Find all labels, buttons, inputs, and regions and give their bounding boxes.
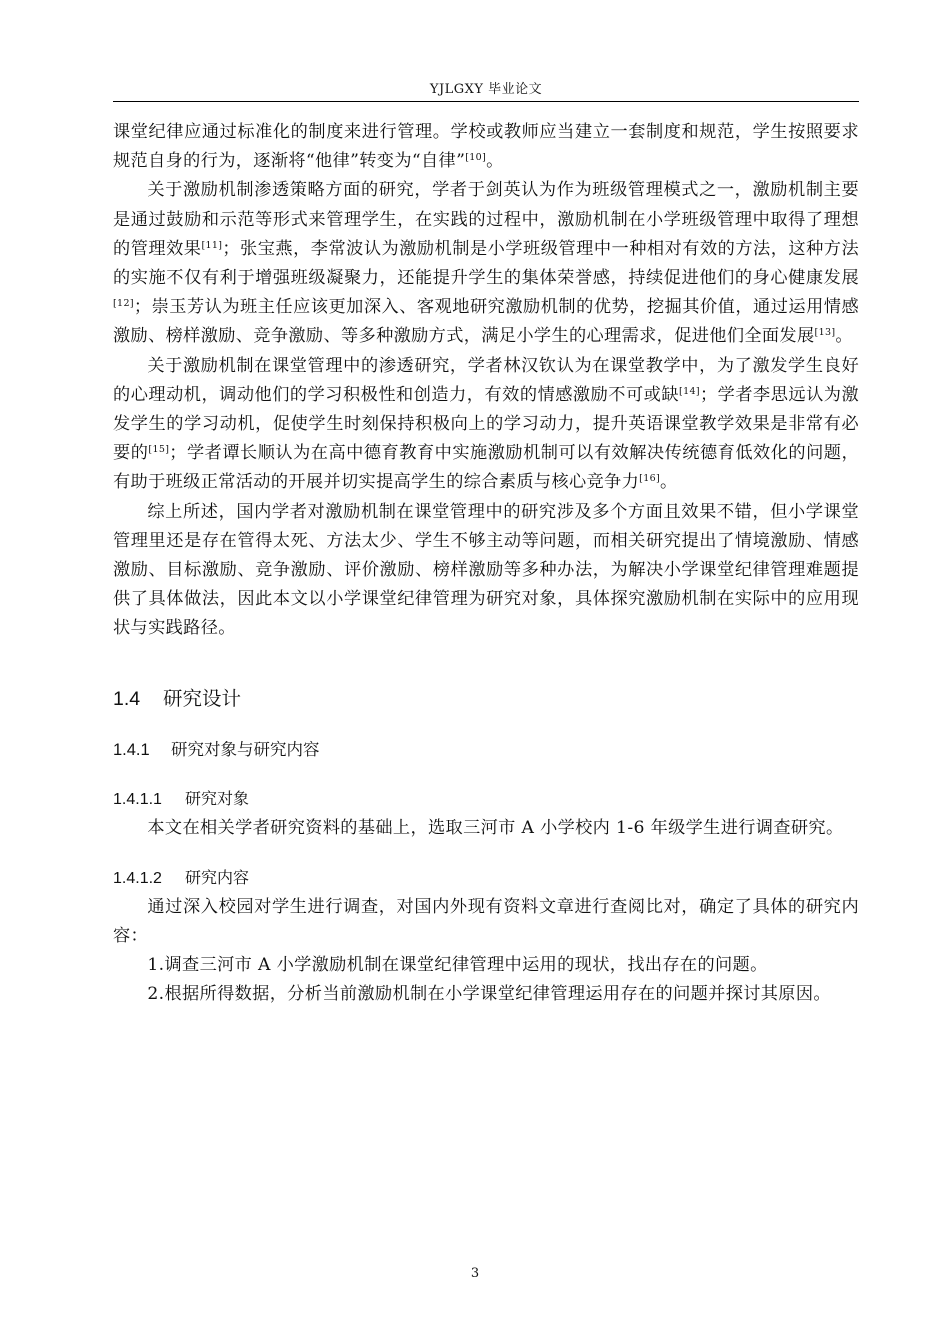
section-number: 1.4.1.1 (113, 790, 162, 808)
citation-ref: [15] (148, 444, 170, 456)
paragraph-discipline-norms (113, 118, 859, 176)
paragraph-text: ；学者李思远认为激发学生的学习动机，促使学生时刻保持积极向上的学习动力，提升英语课堂教学效果是非常有必要的 (113, 384, 860, 464)
paragraph-text: 关于激励机制渗透策略方面的研究，学者于剑英认为作为班级管理模式之一，激励机制主要是通过鼓励和示范等形式来管理学生，在实践的过程中，激励机制在小学班级管理中取得了理想的管理效果 (113, 180, 859, 259)
paragraph-classroom-management (113, 352, 859, 498)
section-title: 研究内容 (185, 869, 250, 887)
page-number: 3 (470, 1266, 480, 1281)
paragraph-research-subject: 本文在相关学者研究资料的基础上，选取三河市 A 小学校内 1-6 年级学生进行调查研究。 (147, 817, 844, 838)
section-title: 研究设计 (163, 687, 242, 710)
paragraph-text: ；学者谭长顺认为在高中德育教育中实施激励机制可以有效解决传统德育低效化的问题，有助于班级正常活动的开展并切实提高学生的综合素质与核心竞争力 (113, 443, 860, 493)
paragraph-summary: 综上所述，国内学者对激励机制在课堂管理中的研究涉及多个方面且效果不错，但小学课堂管理里还是存在管得太死、方法太少、学生不够主动等问题，而相关研究提出了情境激励、情感激励、目标激励、竞争激励、评价激励、榜样激励等多种办法，为解决小学课堂纪律管理难题提供了具体做法，因此本文以小学课堂纪律管理为研究对象，具体探究激励机制在实际中的应用现状与实践路径。 (113, 501, 859, 639)
section-heading-1-4-1-1 (113, 786, 859, 814)
citation-ref: [14] (679, 385, 700, 397)
citation-ref: [13] (814, 327, 836, 339)
page-body (113, 118, 859, 1010)
paragraph-incentive-strategy (113, 176, 859, 351)
citation-ref: [16] (639, 473, 661, 485)
paragraph-research-content-intro: 通过深入校园对学生进行调查，对国内外现有资料文章进行查阅比对，确定了具体的研究内容： (113, 896, 859, 947)
section-number: 1.4.1.2 (113, 869, 162, 887)
paragraph-text: 。 (486, 151, 504, 172)
section-title: 研究对象 (185, 790, 250, 808)
section-title: 研究对象与研究内容 (171, 740, 320, 759)
paragraph-text: 课堂纪律应通过标准化的制度来进行管理。学校或教师应当建立一套制度和规范，学生按照要求规范自身的行为，逐渐将“他律”转变为“自律” (113, 122, 859, 172)
paragraph-text: 。 (660, 472, 678, 493)
section-number: 1.4 (113, 687, 141, 710)
list-item: 2.根据所得数据，分析当前激励机制在小学课堂纪律管理运用存在的问题并探讨其原因。 (147, 984, 831, 1005)
paragraph-text: ；崇玉芳认为班主任应该更加深入、客观地研究激励机制的优势，挖掘其价值，通过运用情感激励、榜样激励、竞争激励、等多种激励方式，满足小学生的心理需求，促进他们全面发展 (113, 297, 859, 347)
section-number: 1.4.1 (113, 740, 150, 759)
list-item: 1.调查三河市 A 小学激励机制在课堂纪律管理中运用的现状，找出存在的问题。 (147, 955, 768, 976)
paragraph-text: 关于激励机制在课堂管理中的渗透研究，学者林汉钦认为在课堂教学中，为了激发学生良好的心理动机，调动他们的学习积极性和创造力，有效的情感激励不可或缺 (113, 355, 859, 405)
page-header: YJLGXY 毕业论文 (429, 82, 543, 97)
header-divider (113, 101, 859, 102)
citation-ref: [10] (465, 152, 487, 164)
section-heading-1-4 (113, 684, 859, 714)
paragraph-text: ；张宝燕，李常波认为激励机制是小学班级管理中一种相对有效的方法，这种方法的实施不仅有利于增强班级凝聚力，还能提升学生的集体荣誉感，持续促进他们的身心健康发展 (113, 238, 859, 289)
section-heading-1-4-1-2 (113, 865, 859, 893)
citation-ref: [12] (113, 298, 134, 310)
paragraph-text: 。 (835, 326, 853, 347)
citation-ref: [11] (201, 239, 223, 251)
section-heading-1-4-1 (113, 736, 859, 764)
